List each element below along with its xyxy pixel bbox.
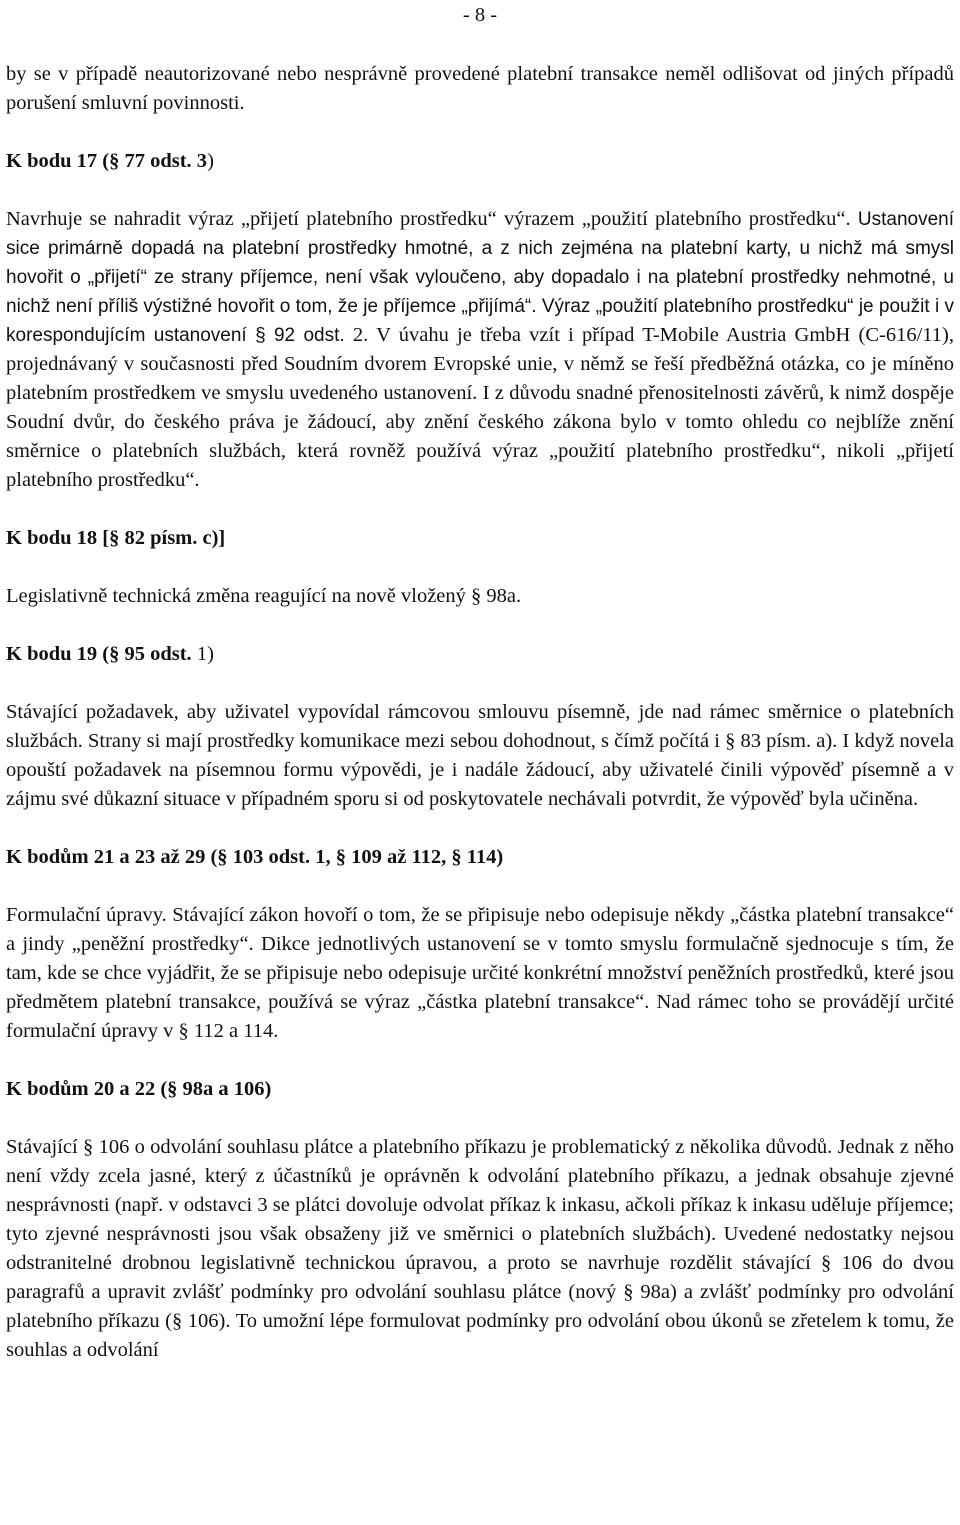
section-heading-17-tail: ) xyxy=(207,150,214,172)
section-17-text-b: Ustanovení sice primárně dopadá na platební prostředky hmotné, a z nich zejména na platební karty, u nichž má smysl hovořit o „přijetí“ ze strany příjemce, není však vyloučeno, aby dopadalo i na platební prostředky nehmotné, u nichž není příliš výstižné hovořit o tom, že je příjemce „přijímá“. Výraz „použití platebního prostředku“ je použit i v korespondujícím ustanovení § 92 odst. xyxy=(6,209,955,346)
section-18-paragraph: Legislativně technická změna reagující na nově vložený § 98a. xyxy=(6,585,522,607)
section-17-text-c: 2. V úvahu je třeba vzít i případ T-Mobile Austria GmbH (C-616/11), projednávaný v současnosti před Soudním dvorem Evropské unie, v němž se řeší předběžná otázka, co je míněno platebním prostředkem ve smyslu uvedeného ustanovení. I z důvodu snadné přenositelnosti závěrů, k nimž dospěje Soudní dvůr, do českého práva je žádoucí, aby znění českého zákona bylo v tomto ohledu co nejblíže znění směrnice o platebních službách, která rovněž používá výraz „použití platebního prostředku“, nikoli „přijetí platebního prostředku“. xyxy=(6,324,954,491)
section-heading-18: K bodu 18 [§ 82 písm. c)] xyxy=(6,527,226,549)
section-heading-21: K bodům 21 a 23 až 29 (§ 103 odst. 1, § 109 až 112, § 114) xyxy=(6,846,504,868)
section-19-paragraph: Stávající požadavek, aby uživatel vypovídal rámcovou smlouvu písemně, jde nad rámec směrnice o platebních službách. Strany si mají prostředky komunikace mezi sebou dohodnout, s čímž počítá i § 83 písm. a). I když novela opouští požadavek na písemnou formu výpovědi, je i nadále žádoucí, aby uživatelé činili výpověď písemně a v zájmu své důkazní situace v případném sporu si od poskytovatele nechávali potvrdit, že výpověď byla učiněna. xyxy=(6,701,954,810)
section-17-paragraph xyxy=(6,205,954,495)
section-20-paragraph: Stávající § 106 o odvolání souhlasu plátce a platebního příkazu je problematický z několika důvodů. Jednak z něho není vždy zcela jasné, který z účastníků je oprávněn k odvolání platebního příkazu, a jednak obsahuje zjevné nesprávnosti (např. v odstavci 3 se plátci dovoluje odvolat příkaz k inkasu, ačkoli příkaz k inkasu uděluje příjemce; tyto zjevné nesprávnosti jsou však obsaženy již ve směrnici o platebních službách). Uvedené nedostatky nejsou odstranitelné drobnou legislativně technickou úpravou, a proto se navrhuje rozdělit stávající § 106 do dvou paragrafů a upravit zvlášť podmínky pro odvolání souhlasu plátce (nový § 98a) a zvlášť podmínky pro odvolání platebního příkazu (§ 106). To umožní lépe formulovat podmínky pro odvolání obou úkonů se zřetelem k tomu, že souhlas a odvolání xyxy=(6,1136,954,1361)
section-heading-17 xyxy=(6,147,954,176)
section-heading-19-tail: 1) xyxy=(191,643,214,665)
page-number: - 8 - xyxy=(462,4,498,26)
section-17-text-a: Navrhuje se nahradit výraz „přijetí platebního prostředku“ výrazem „použití platebního prostředku“. xyxy=(6,208,851,230)
section-heading-20: K bodům 20 a 22 (§ 98a a 106) xyxy=(6,1078,272,1100)
intro-paragraph: by se v případě neautorizované nebo nesprávně provedené platební transakce neměl odlišovat od jiných případů porušení smluvní povinnosti. xyxy=(6,63,954,114)
section-heading-19-bold: K bodu 19 (§ 95 odst. xyxy=(6,643,192,665)
section-heading-17-bold: K bodu 17 (§ 77 odst. 3 xyxy=(6,150,208,172)
section-heading-19 xyxy=(6,640,954,669)
section-21-paragraph: Formulační úpravy. Stávající zákon hovoří o tom, že se připisuje nebo odepisuje někdy „částka platební transakce“ a jindy „peněžní prostředky“. Dikce jednotlivých ustanovení se v tomto smyslu formulačně sjednocuje s tím, že tam, kde se chce vyjádřit, že se připisuje nebo odepisuje určité konkrétní množství peněžních prostředků, které jsou předmětem platební transakce, používá se výraz „částka platební transakce“. Nad rámec toho se provádějí určité formulační úpravy v § 112 a 114. xyxy=(6,904,954,1042)
